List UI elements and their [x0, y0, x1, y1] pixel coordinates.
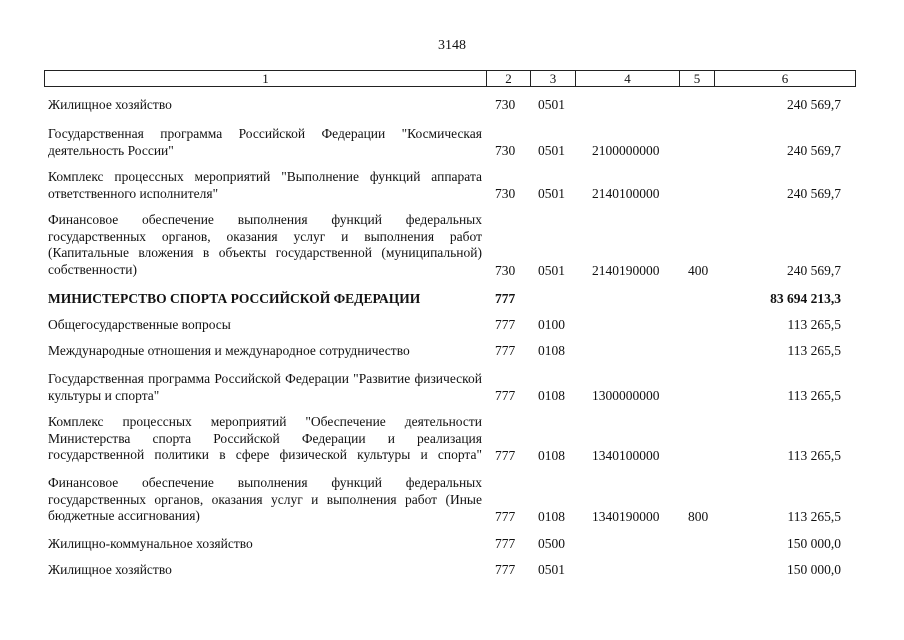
row-section-code: 0501	[538, 97, 565, 112]
row-target-code: 2100000000	[592, 143, 660, 158]
row-ministry-code: 730	[495, 263, 516, 278]
row-description: Государственная программа Российской Федерации "Космическая деятельность России"	[48, 126, 482, 158]
row-description: Финансовое обеспечение выполнения функций федеральных государственных органов, оказания услуг и выполнения работ (Иные бюджетные ассигнования)	[48, 475, 482, 523]
row-ministry-code: 730	[495, 143, 516, 158]
row-description: Государственная программа Российской Федерации "Развитие физической культуры и спорта"	[48, 371, 482, 403]
column-header-2: 2	[487, 71, 531, 86]
row-amount: 113 265,5	[787, 388, 841, 403]
row-expense-code: 400	[688, 263, 709, 278]
column-header-5: 5	[680, 71, 715, 86]
row-amount: 240 569,7	[787, 186, 841, 201]
row-expense-code: 800	[688, 509, 709, 524]
row-target-code: 2140100000	[592, 186, 660, 201]
row-section-code: 0108	[538, 448, 565, 463]
row-ministry-code: 777	[495, 509, 516, 524]
row-ministry-code: 777	[495, 562, 516, 577]
row-section-code: 0108	[538, 388, 565, 403]
column-header-6: 6	[781, 71, 789, 86]
row-amount: 240 569,7	[787, 143, 841, 158]
row-section-code: 0501	[538, 186, 565, 201]
row-target-code: 2140190000	[592, 263, 660, 278]
row-target-code: 1340190000	[592, 509, 660, 524]
row-ministry-code: 777	[495, 388, 516, 403]
row-ministry-code: 777	[495, 343, 516, 358]
row-amount: 113 265,5	[787, 448, 841, 463]
row-ministry-code: 777	[495, 536, 516, 551]
row-section-code: 0501	[538, 562, 565, 577]
row-description: Жилищное хозяйство	[48, 562, 172, 577]
row-ministry-code: 777	[495, 448, 516, 463]
row-section-code: 0500	[538, 536, 565, 551]
row-amount: 150 000,0	[787, 536, 841, 551]
row-ministry-code: 777	[495, 317, 516, 332]
row-description: Комплекс процессных мероприятий "Выполнение функций аппарата ответственного исполнителя"	[48, 169, 482, 201]
row-ministry-code: 730	[495, 186, 516, 201]
page-number: 3148	[438, 38, 466, 53]
row-description: МИНИСТЕРСТВО СПОРТА РОССИЙСКОЙ ФЕДЕРАЦИИ	[48, 291, 421, 306]
row-description: Международные отношения и международное сотрудничество	[48, 343, 410, 358]
row-section-code: 0108	[538, 509, 565, 524]
row-description: Жилищно-коммунальное хозяйство	[48, 536, 253, 551]
column-header-3: 3	[531, 71, 576, 86]
row-section-code: 0501	[538, 143, 565, 158]
row-section-code: 0501	[538, 263, 565, 278]
row-section-code: 0108	[538, 343, 565, 358]
row-amount: 150 000,0	[787, 562, 841, 577]
row-section-code: 0100	[538, 317, 565, 332]
row-ministry-code: 730	[495, 97, 516, 112]
row-ministry-code: 777	[495, 291, 516, 306]
row-target-code: 1300000000	[592, 388, 660, 403]
row-target-code: 1340100000	[592, 448, 660, 463]
row-amount: 240 569,7	[787, 263, 841, 278]
row-amount: 113 265,5	[787, 317, 841, 332]
column-header-4: 4	[576, 71, 680, 86]
row-amount: 240 569,7	[787, 97, 841, 112]
row-amount: 113 265,5	[787, 509, 841, 524]
row-amount: 83 694 213,3	[770, 291, 841, 306]
column-header-1: 1	[45, 71, 487, 86]
row-description: Комплекс процессных мероприятий "Обеспечение деятельности Министерства спорта Российской Федерации и реализация государственной политики в сфере физической культуры и спорта"	[48, 414, 482, 462]
row-amount: 113 265,5	[787, 343, 841, 358]
row-description: Общегосударственные вопросы	[48, 317, 231, 332]
row-description: Финансовое обеспечение выполнения функций федеральных государственных органов, оказания услуг и выполнения работ (Капитальные вложения в объекты государственной (муниципальной) собственности)	[48, 212, 482, 277]
row-description: Жилищное хозяйство	[48, 97, 172, 112]
